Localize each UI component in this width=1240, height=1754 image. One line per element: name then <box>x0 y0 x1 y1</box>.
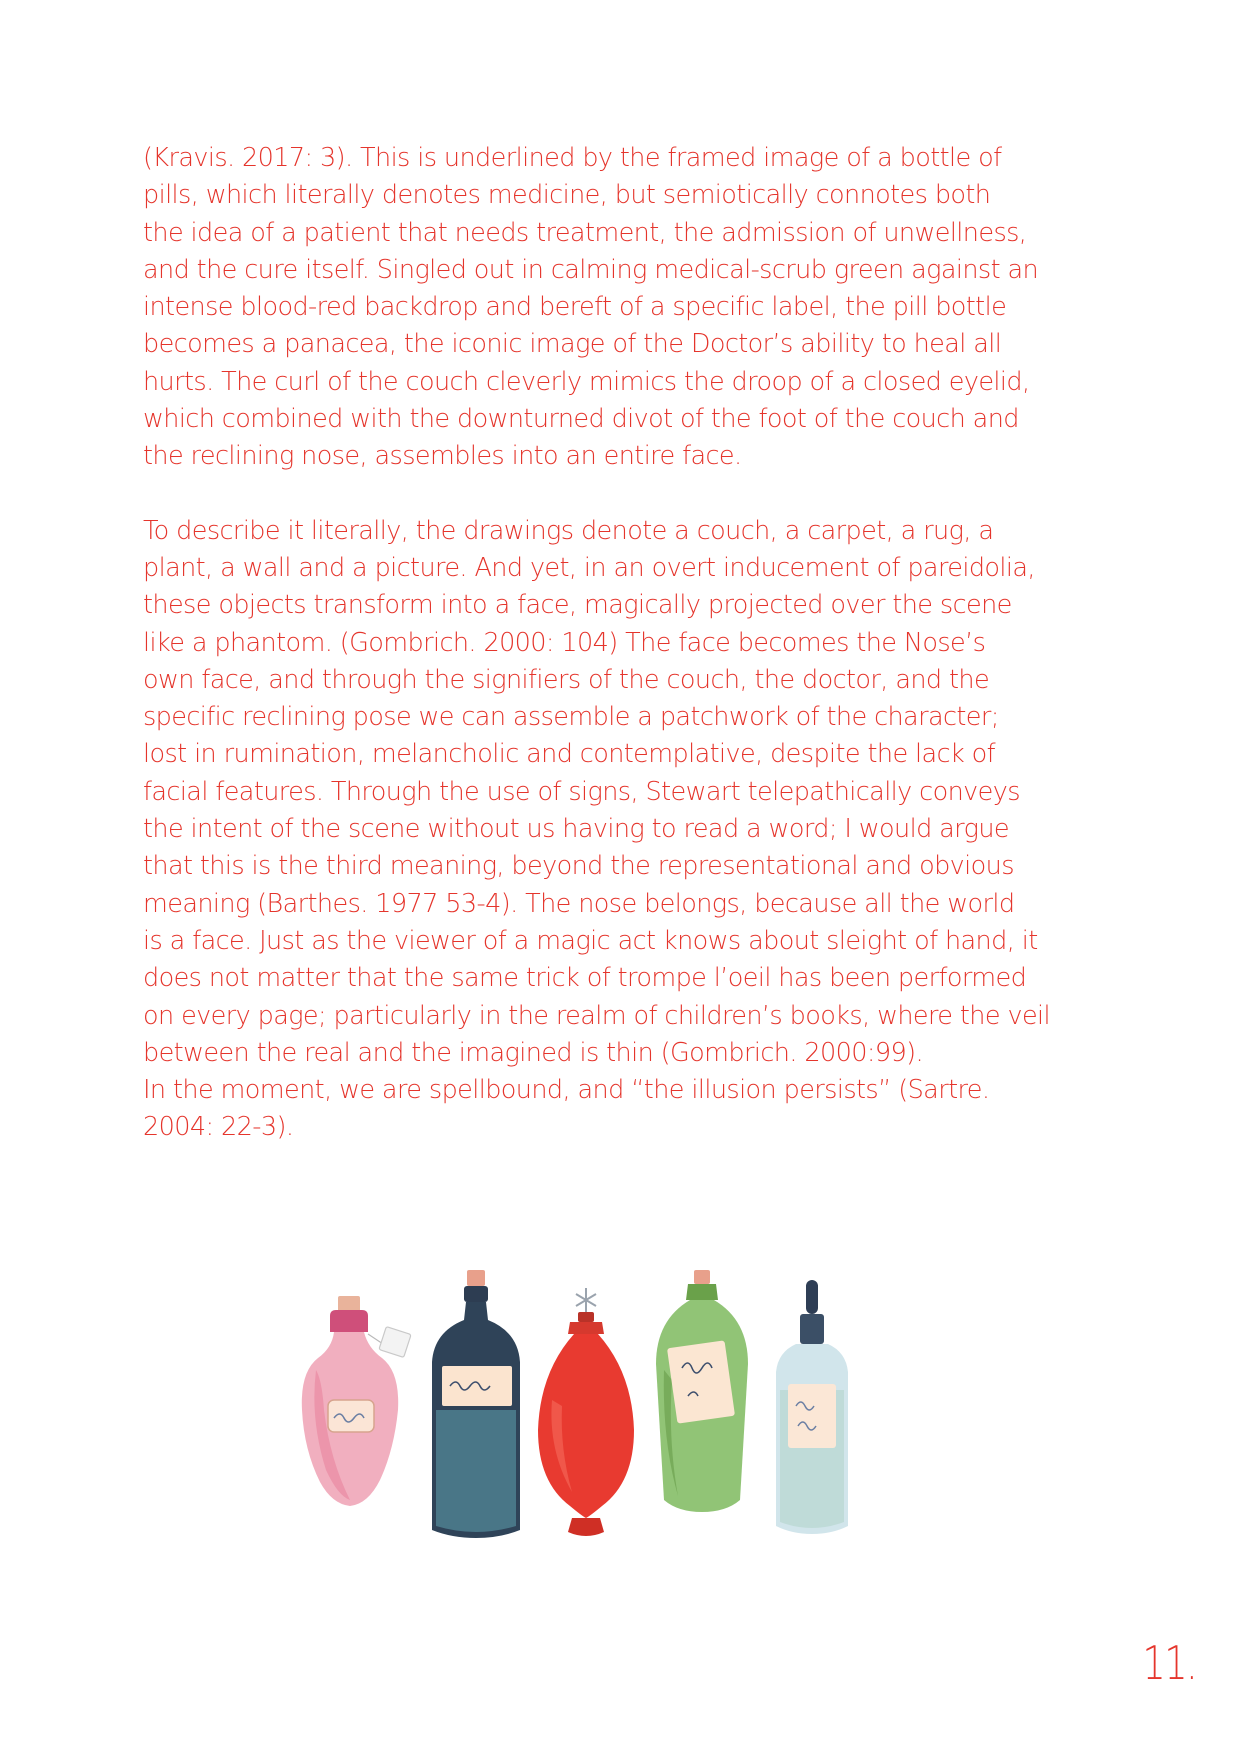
text-line: these objects transform into a face, magically projected over the scene <box>143 590 1012 621</box>
text-line: becomes a panacea, the iconic image of the Doctor’s ability to heal all <box>143 329 1002 360</box>
green-bottle-icon <box>656 1270 748 1512</box>
pink-bottle-icon <box>302 1296 411 1506</box>
text-line: meaning (Barthes. 1977 53-4). The nose belongs, because all the world <box>143 888 1015 919</box>
text-line: the idea of a patient that needs treatment, the admission of unwellness, <box>143 217 1027 248</box>
red-bottle-icon <box>538 1288 634 1536</box>
text-line: the reclining nose, assembles into an entire face. <box>143 441 742 472</box>
text-line: hurts. The curl of the couch cleverly mimics the droop of a closed eyelid, <box>143 366 1030 397</box>
text-line: on every page; particularly in the realm of children’s books, where the veil <box>143 1000 1051 1031</box>
navy-bottle-icon <box>432 1270 520 1538</box>
text-line: pills, which literally denotes medicine, but semiotically connotes both <box>143 180 991 211</box>
text-line: between the real and the imagined is thin (Gombrich. 2000:99). <box>143 1037 923 1068</box>
text-line: which combined with the downturned divot of the foot of the couch and <box>143 404 1019 435</box>
text-line: lost in rumination, melancholic and contemplative, despite the lack of <box>143 739 996 770</box>
text-line: like a phantom. (Gombrich. 2000: 104) The face becomes the Nose’s <box>143 627 986 658</box>
paragraph-1 <box>143 140 1103 476</box>
text-line: To describe it literally, the drawings denote a couch, a carpet, a rug, a <box>143 515 994 546</box>
text-line: facial features. Through the use of signs, Stewart telepathically conveys <box>143 776 1020 807</box>
page-number: 11. <box>1142 1636 1196 1690</box>
text-line: own face, and through the signifiers of the couch, the doctor, and the <box>143 664 990 695</box>
text-line: that this is the third meaning, beyond the representational and obvious <box>143 851 1014 882</box>
text-line: 2004: 22-3). <box>143 1112 294 1143</box>
text-line: In the moment, we are spellbound, and “the illusion persists” (Sartre. <box>143 1075 990 1106</box>
text-line: the intent of the scene without us having to read a word; I would argue <box>143 814 1009 845</box>
text-line: intense blood-red backdrop and bereft of a specific label, the pill bottle <box>143 292 1007 323</box>
body-text <box>143 140 1103 1147</box>
text-line: and the cure itself. Singled out in calming medical-scrub green against an <box>143 254 1039 285</box>
text-line: (Kravis. 2017: 3). This is underlined by the framed image of a bottle of <box>143 143 1002 173</box>
text-line: is a face. Just as the viewer of a magic act knows about sleight of hand, it <box>143 925 1038 956</box>
text-line: specific reclining pose we can assemble a patchwork of the character; <box>143 702 999 733</box>
bottles-illustration <box>290 1260 970 1560</box>
dropper-bottle-icon <box>776 1280 848 1534</box>
text-line: does not matter that the same trick of trompe l’oeil has been performed <box>143 963 1027 994</box>
paragraph-2 <box>143 513 1103 1147</box>
text-line: plant, a wall and a picture. And yet, in an overt inducement of pareidolia, <box>143 552 1035 583</box>
